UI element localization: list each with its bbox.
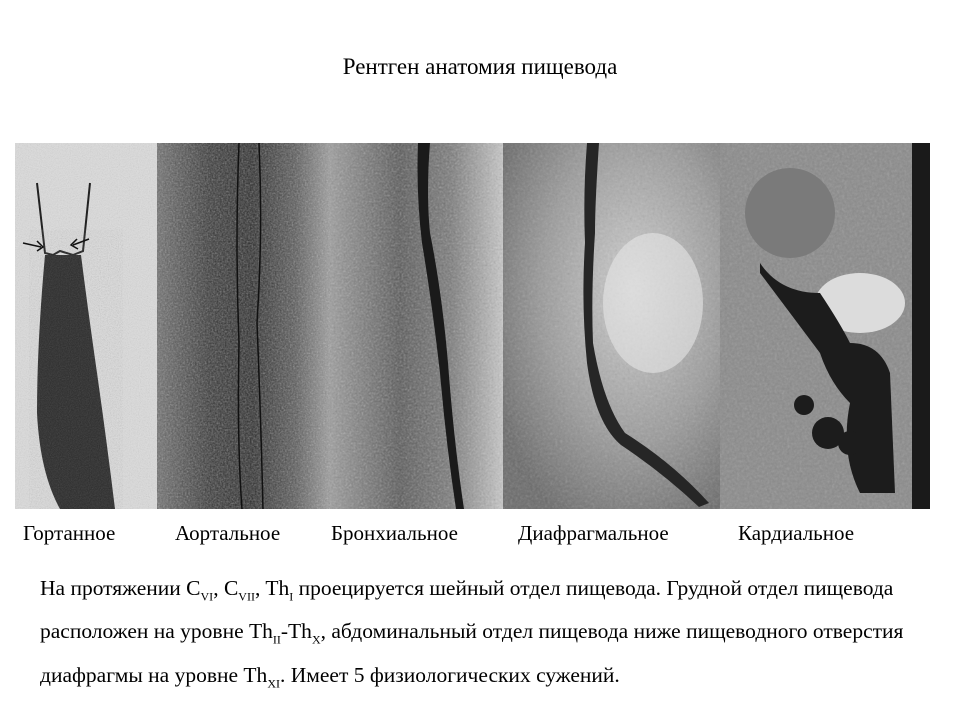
vertebra-subscript: XI	[267, 675, 280, 690]
description-text: проецируется шейный отдел пищевода. Грудной отдел пищевода расположен на уровне Th	[40, 576, 894, 644]
description-text: , Th	[254, 576, 290, 600]
diaphragmatic-xray-image	[503, 143, 720, 509]
image-captions	[0, 521, 960, 549]
vertebra-subscript: VI	[200, 589, 214, 604]
cardiac-xray-image	[720, 143, 930, 509]
caption-laryngeal: Гортанное	[23, 521, 116, 545]
bronchial-xray-image	[330, 143, 503, 509]
vertebra-subscript: II	[272, 632, 281, 647]
caption-bronchial: Бронхиальное	[331, 521, 458, 545]
caption-aortic: Аортальное	[175, 521, 281, 545]
page-title: Рентген анатомия пищевода	[342, 54, 618, 79]
vertebra-subscript: I	[289, 589, 294, 604]
vertebra-subscript: VII	[238, 589, 255, 604]
description-text: , C	[213, 576, 239, 600]
aortic-xray-image	[157, 143, 330, 509]
description-text: , абдоминальный отдел пищевода ниже пищеводного отверстия диафрагмы на уровне Th	[40, 619, 904, 687]
vertebra-subscript: X	[311, 632, 321, 647]
description-text: -Th	[280, 619, 312, 644]
description-text: На протяжении C	[40, 576, 201, 600]
caption-cardiac: Кардиальное	[738, 521, 855, 545]
caption-diaphragmatic: Диафрагмальное	[518, 521, 669, 545]
description-text: . Имеет 5 физиологических сужений.	[279, 662, 620, 687]
xray-image-strip	[15, 143, 930, 509]
laryngeal-xray-image	[15, 143, 157, 509]
description-paragraph	[40, 571, 930, 701]
